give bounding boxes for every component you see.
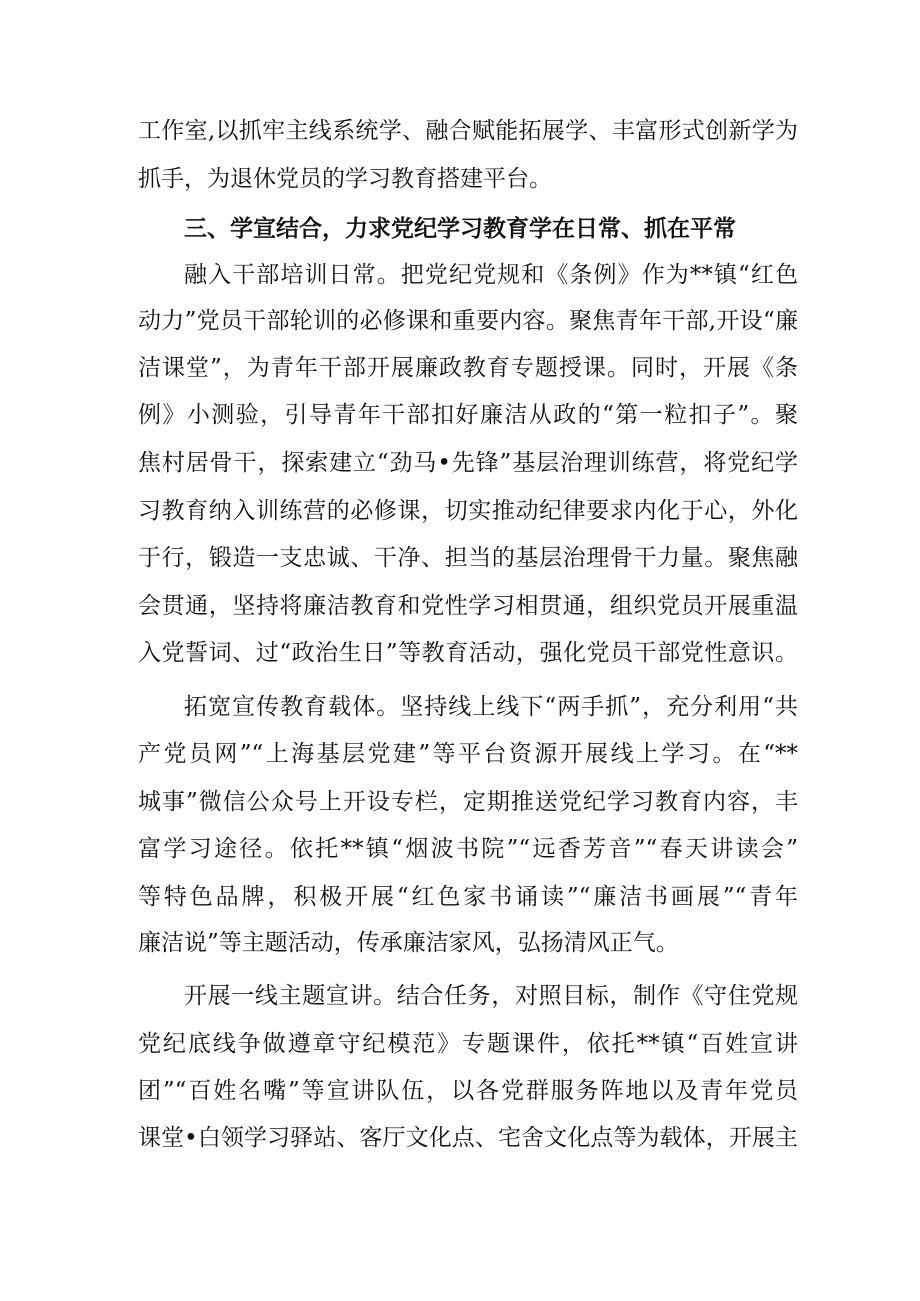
paragraph2-line-2: 产党员网”“上海基层党建”等平台资源开展线上学习。在“** — [138, 741, 798, 767]
paragraph3-line-4: 课堂•白领学习驿站、客厅文化点、宅舍文化点等为载体，开展主 — [138, 1125, 798, 1151]
paragraph3-line-2: 党纪底线争做遵章守纪模范》专题课件，依托**镇“百姓宣讲 — [138, 1031, 798, 1057]
paragraph1-line-6: 习教育纳入训练营的必修课，切实推动纪律要求内化于心，外化 — [138, 498, 798, 524]
intro-line-1: 工作室,以抓牢主线系统学、融合赋能拓展学、丰富形式创新学为 — [138, 118, 798, 144]
paragraph1-line-2: 动力”党员干部轮训的必修课和重要内容。聚焦青年干部,开设“廉 — [138, 308, 798, 334]
section-heading: 三、学宣结合，力求党纪学习教育学在日常、抓在平常 — [184, 215, 736, 242]
paragraph2-line-4: 富学习途径。依托**镇“烟波书院”“远香芳音”“春天讲读会” — [138, 836, 798, 862]
paragraph2-line-5: 等特色品牌，积极开展“红色家书诵读”“廉洁书画展”“青年 — [138, 884, 798, 910]
intro-line-2: 抓手，为退休党员的学习教育搭建平台。 — [138, 166, 552, 192]
paragraph2-line-6: 廉洁说”等主题活动，传承廉洁家风，弘扬清风正气。 — [138, 930, 679, 956]
paragraph1-line-7: 于行，锻造一支忠诚、干净、担当的基层治理骨干力量。聚焦融 — [138, 545, 798, 571]
paragraph1-line-9: 入党誓词、过“政治生日”等教育活动，强化党员干部党性意识。 — [138, 640, 798, 666]
paragraph1-line-3: 洁课堂”，为青年干部开展廉政教育专题授课。同时，开展《条 — [138, 355, 798, 381]
paragraph1-line-1: 融入干部培训日常。把党纪党规和《条例》作为**镇“红色 — [184, 262, 798, 288]
paragraph1-line-5: 焦村居骨干，探索建立“劲马•先锋”基层治理训练营，将党纪学 — [138, 450, 798, 476]
paragraph3-line-3: 团”“百姓名嘴”等宣讲队伍，以各党群服务阵地以及青年党员 — [138, 1078, 798, 1104]
paragraph1-line-4: 例》小测验，引导青年干部扣好廉洁从政的“第一粒扣子”。聚 — [138, 402, 798, 428]
paragraph1-line-8: 会贯通，坚持将廉洁教育和党性学习相贯通，组织党员开展重温 — [138, 593, 798, 619]
paragraph2-line-1: 拓宽宣传教育载体。坚持线上线下“两手抓”，充分利用“共 — [184, 694, 798, 720]
paragraph2-line-3: 城事”微信公众号上开设专栏，定期推送党纪学习教育内容，丰 — [138, 789, 798, 815]
paragraph3-line-1: 开展一线主题宣讲。结合任务，对照目标，制作《守住党规 — [184, 983, 798, 1009]
